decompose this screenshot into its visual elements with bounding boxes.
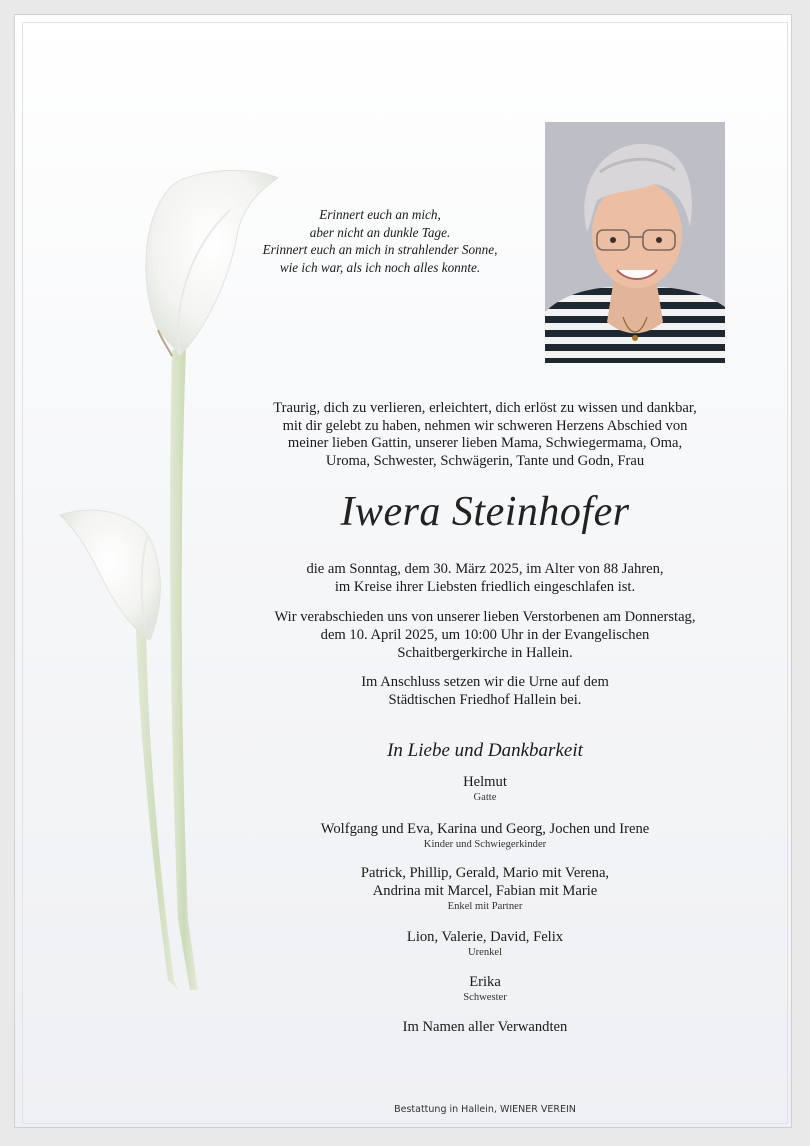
urn-line: Im Anschluss setzen wir die Urne auf dem xyxy=(361,674,609,690)
mourner-names: Erika xyxy=(469,974,501,990)
mourner-names: Helmut xyxy=(463,774,507,790)
mourner-names: Patrick, Phillip, Gerald, Mario mit Verena, xyxy=(360,865,610,881)
intro-line: Traurig, dich zu verlieren, erleichtert, dich erlöst zu wissen und dankbar, xyxy=(273,400,697,416)
mourner-relation: Gatte xyxy=(473,792,497,803)
intro-line: meiner lieben Gattin, unserer lieben Mama, Schwiegermama, Oma, xyxy=(287,435,683,452)
death-notice xyxy=(195,560,775,596)
mourner-names: Andrina mit Marcel, Fabian mit Marie xyxy=(372,883,598,899)
mourner-names: Lion, Valerie, David, Felix xyxy=(406,929,564,945)
farewell-notice xyxy=(195,608,775,662)
mourner-relation: Kinder und Schwiegerkinder xyxy=(423,839,547,850)
deceased-name: Iwera Steinhofer xyxy=(340,489,630,535)
quote-line: aber nicht an dunkle Tage. xyxy=(309,224,451,240)
intro-line: Uroma, Schwester, Schwägerin, Tante und Godn, Frau xyxy=(325,453,645,470)
mourner-relation: Urenkel xyxy=(467,947,503,958)
mourner-group xyxy=(195,773,775,804)
quote-line: Erinnert euch an mich in strahlender Sonne, xyxy=(262,242,498,258)
quote-line: Erinnert euch an mich, xyxy=(319,207,441,222)
urn-line: Städtischen Friedhof Hallein bei. xyxy=(388,692,582,708)
intro-line: mit dir gelebt zu haben, nehmen wir schweren Herzens Abschied von xyxy=(282,417,688,434)
mourner-group xyxy=(195,973,775,1004)
mourner-relation: Schwester xyxy=(463,992,507,1003)
mourner-group xyxy=(195,928,775,959)
quote-line: wie ich war, als ich noch alles konnte. xyxy=(279,259,481,275)
intro-text xyxy=(195,400,775,471)
mourner-group xyxy=(195,820,775,851)
death-line: im Kreise ihrer Liebsten friedlich eingeschlafen ist. xyxy=(334,579,636,595)
farewell-line: dem 10. April 2025, um 10:00 Uhr in der Evangelischen xyxy=(320,627,650,643)
memorial-quote xyxy=(230,206,530,276)
mourner-names: Wolfgang und Eva, Karina und Georg, Jochen und Irene xyxy=(320,821,650,837)
farewell-line: Wir verabschieden uns von unserer lieben Verstorbenen am Donnerstag, xyxy=(274,609,696,625)
closing-line: Im Namen aller Verwandten xyxy=(402,1019,568,1035)
farewell-line: Schaitbergerkirche in Hallein. xyxy=(397,645,573,661)
portrait-photo xyxy=(545,122,725,363)
urn-notice xyxy=(195,673,775,709)
portrait-icon xyxy=(545,122,725,363)
funeral-home-footer: Bestattung in Hallein, WIENER VEREIN xyxy=(394,1104,576,1115)
mourner-relation: Enkel mit Partner xyxy=(447,901,523,912)
death-line: die am Sonntag, dem 30. März 2025, im Alter von 88 Jahren, xyxy=(306,561,664,577)
thanks-heading: In Liebe und Dankbarkeit xyxy=(387,740,583,761)
mourner-group xyxy=(195,864,775,913)
